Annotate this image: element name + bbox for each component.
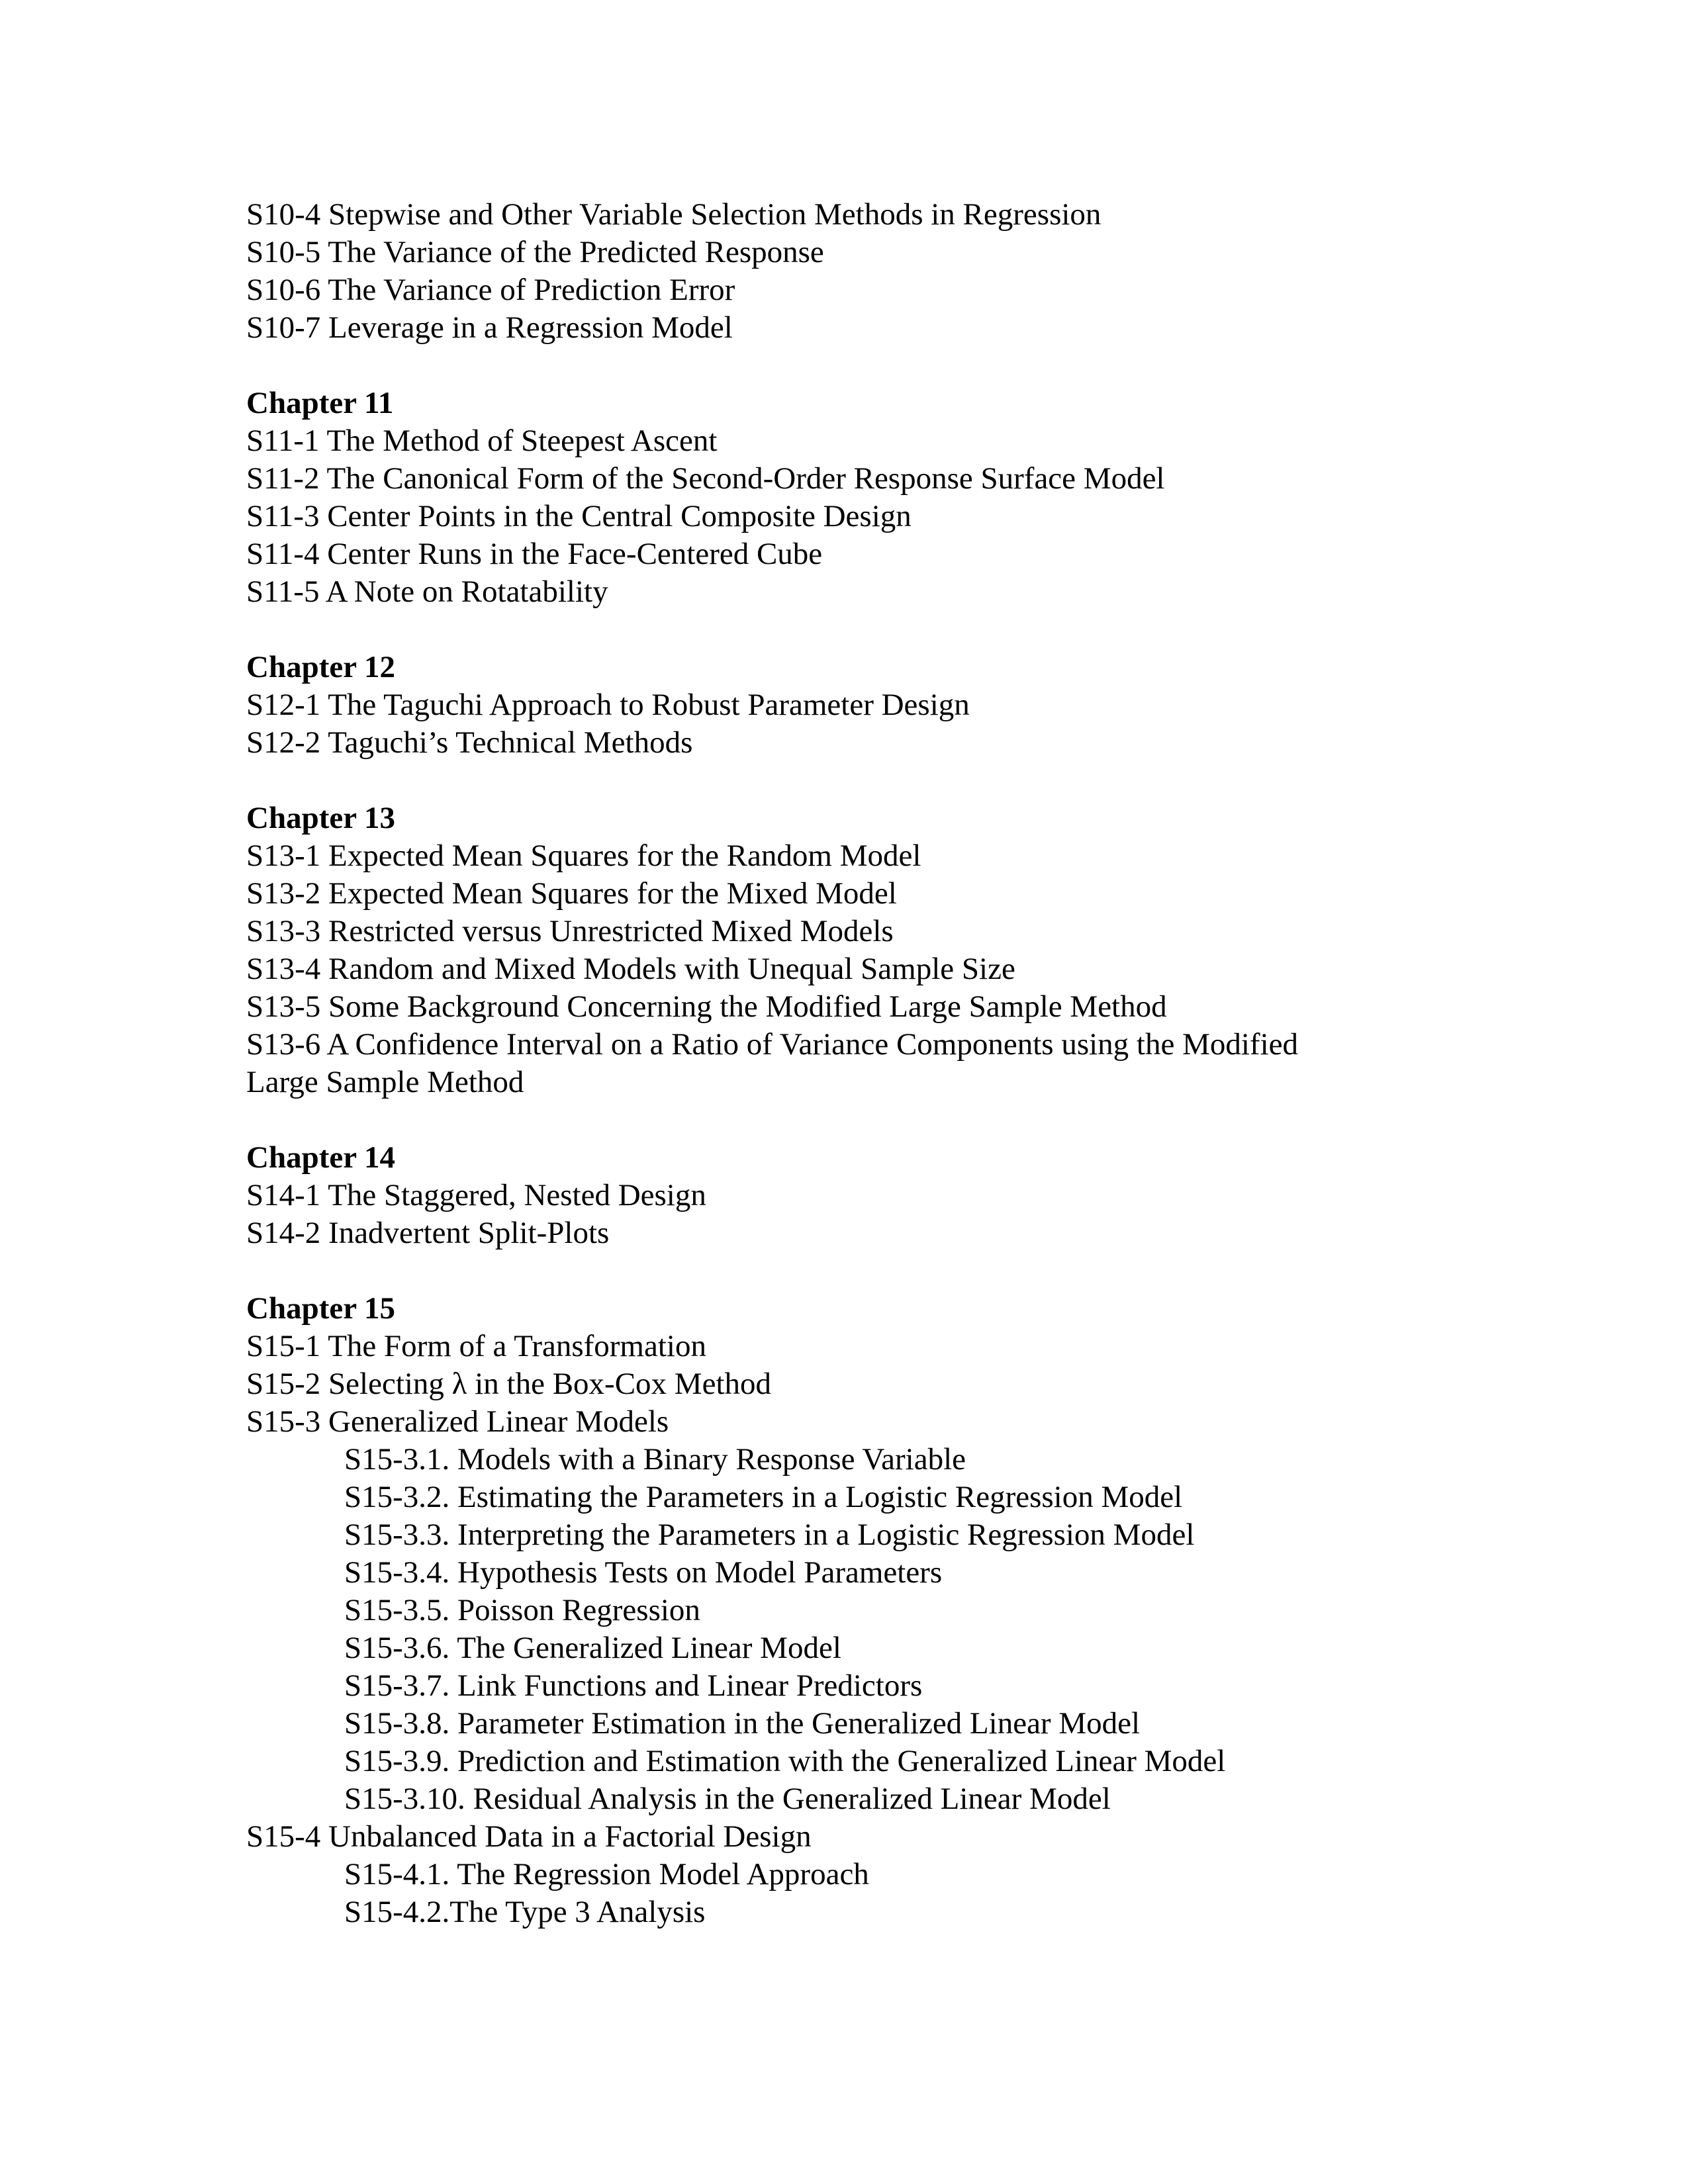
toc-entry: S10-4 Stepwise and Other Variable Selection Methods in Regression — [246, 197, 1102, 232]
toc-entry-continuation: Large Sample Method — [246, 1065, 524, 1099]
toc-entry: S15-1 The Form of a Transformation — [246, 1329, 706, 1363]
chapter-heading: Chapter 11 — [246, 386, 394, 420]
chapter-14-section — [246, 1139, 1504, 1252]
toc-entry: S11-5 A Note on Rotatability — [246, 574, 608, 609]
toc-sub-entry: S15-3.1. Models with a Binary Response Variable — [344, 1442, 966, 1477]
toc-entry: S12-1 The Taguchi Approach to Robust Parameter Design — [246, 688, 970, 722]
toc-sub-entry: S15-3.4. Hypothesis Tests on Model Parameters — [344, 1555, 943, 1590]
toc-entry: S13-1 Expected Mean Squares for the Random Model — [246, 839, 921, 873]
toc-sub-entry: S15-3.8. Parameter Estimation in the Generalized Linear Model — [344, 1706, 1141, 1741]
toc-sub-entry: S15-3.3. Interpreting the Parameters in a Logistic Regression Model — [344, 1518, 1195, 1552]
toc-entry: S14-2 Inadvertent Split-Plots — [246, 1216, 610, 1250]
toc-entry: S11-3 Center Points in the Central Composite Design — [246, 499, 912, 533]
toc-sub-entry: S15-3.6. The Generalized Linear Model — [344, 1631, 841, 1665]
toc-sub-entry: S15-3.5. Poisson Regression — [344, 1593, 700, 1627]
toc-entry: S12-2 Taguchi’s Technical Methods — [246, 725, 693, 760]
chapter-13-section — [246, 799, 1504, 1101]
toc-entry: S11-1 The Method of Steepest Ascent — [246, 424, 718, 458]
toc-entry: S14-1 The Staggered, Nested Design — [246, 1178, 706, 1212]
chapter-heading: Chapter 14 — [246, 1140, 395, 1175]
contents-page — [246, 196, 1504, 1931]
toc-entry: S15-2 Selecting λ in the Box-Cox Method — [246, 1367, 772, 1401]
chapter-15-section — [246, 1290, 1504, 1931]
toc-entry: S13-3 Restricted versus Unrestricted Mixed Models — [246, 914, 894, 948]
toc-entry: S15-4 Unbalanced Data in a Factorial Design — [246, 1819, 812, 1854]
chapter-11-section — [246, 385, 1504, 611]
toc-sub-entry: S15-3.9. Prediction and Estimation with the Generalized Linear Model — [344, 1744, 1226, 1778]
chapter-heading: Chapter 15 — [246, 1291, 395, 1326]
toc-sub-entry: S15-3.10. Residual Analysis in the Generalized Linear Model — [344, 1782, 1111, 1816]
toc-sub-entry: S15-3.2. Estimating the Parameters in a Logistic Regression Model — [344, 1480, 1183, 1514]
toc-sub-entry: S15-3.7. Link Functions and Linear Predictors — [344, 1668, 923, 1703]
toc-entry: S13-6 A Confidence Interval on a Ratio of Variance Components using the Modified — [246, 1027, 1299, 1062]
chapter-heading: Chapter 13 — [246, 801, 395, 835]
toc-entry: S13-4 Random and Mixed Models with Unequal Sample Size — [246, 952, 1015, 986]
toc-entry: S11-2 The Canonical Form of the Second-Order Response Surface Model — [246, 461, 1165, 496]
toc-entry: S10-6 The Variance of Prediction Error — [246, 273, 735, 307]
chapter-10-continued — [246, 196, 1504, 347]
chapter-12-section — [246, 649, 1504, 762]
toc-entry: S15-3 Generalized Linear Models — [246, 1404, 669, 1439]
toc-entry: S13-5 Some Background Concerning the Modified Large Sample Method — [246, 989, 1167, 1024]
toc-entry: S13-2 Expected Mean Squares for the Mixed Model — [246, 876, 897, 911]
toc-entry: S11-4 Center Runs in the Face-Centered Cube — [246, 537, 823, 571]
toc-entry: S10-5 The Variance of the Predicted Response — [246, 235, 824, 269]
toc-sub-entry: S15-4.1. The Regression Model Approach — [344, 1857, 869, 1891]
chapter-heading: Chapter 12 — [246, 650, 395, 684]
toc-entry: S10-7 Leverage in a Regression Model — [246, 310, 733, 345]
toc-sub-entry: S15-4.2.The Type 3 Analysis — [344, 1895, 706, 1929]
